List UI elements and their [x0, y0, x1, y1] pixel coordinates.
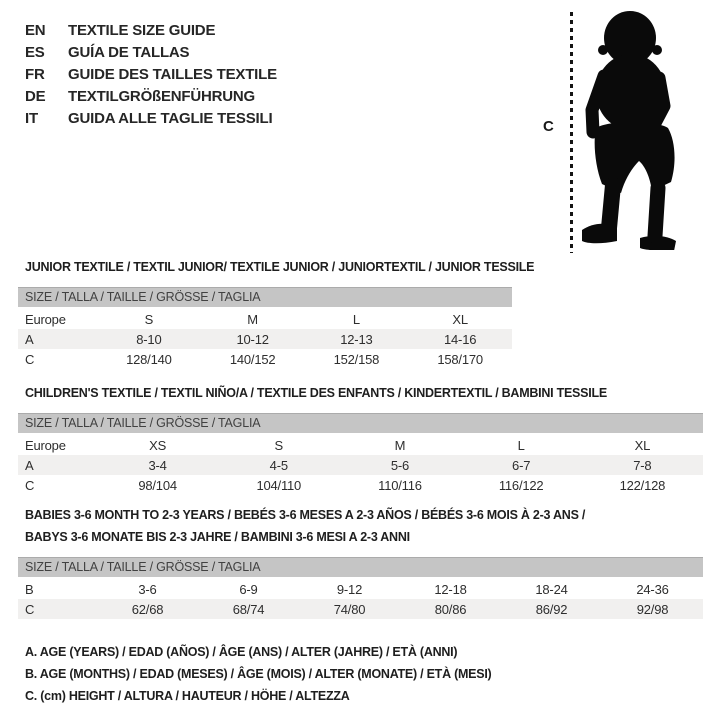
language-row	[25, 107, 277, 129]
size-cell: 4-5	[269, 457, 288, 473]
row-label: Europe	[25, 311, 66, 327]
size-cell: S	[144, 311, 154, 327]
size-cell: XS	[149, 437, 167, 453]
table-row	[18, 579, 703, 599]
footnote-line: C. (cm) HEIGHT / ALTURA / HAUTEUR / HÖHE / ALTEZZA	[25, 689, 350, 703]
height-measure-label: C	[543, 118, 554, 135]
row-label: Europe	[25, 437, 66, 453]
size-header-bar: SIZE / TALLA / TAILLE / GRÖSSE / TAGLIA	[18, 287, 512, 307]
size-cell: 3-6	[138, 581, 157, 597]
footnote-line: A. AGE (YEARS) / EDAD (AÑOS) / ÂGE (ANS) / ALTER (JAHRE) / ETÀ (ANNI)	[25, 645, 458, 659]
language-label: GUÍA DE TALLAS	[68, 43, 190, 61]
size-cell: S	[274, 437, 284, 453]
size-cell: XL	[452, 311, 468, 327]
size-table-body	[18, 435, 703, 495]
size-section	[18, 382, 703, 495]
size-table	[18, 309, 512, 369]
size-cell: 80/86	[434, 601, 467, 617]
size-cell: 68/74	[232, 601, 265, 617]
section-title: JUNIOR TEXTILE / TEXTIL JUNIOR/ TEXTILE JUNIOR / JUNIORTEXTIL / JUNIOR TESSILE	[25, 260, 535, 274]
section-title-block	[25, 382, 703, 404]
footnotes	[25, 641, 491, 707]
table-row	[18, 329, 512, 349]
language-label: TEXTILGRÖßENFÜHRUNG	[68, 87, 256, 105]
size-cell: 8-10	[136, 331, 162, 347]
size-cell: L	[352, 311, 360, 327]
size-section	[18, 504, 703, 619]
language-code: DE	[25, 87, 46, 105]
language-code: FR	[25, 65, 45, 83]
size-cell: 9-12	[336, 581, 363, 597]
size-cell: 104/110	[256, 477, 302, 493]
size-cell: 122/128	[619, 477, 666, 493]
height-measure-dashed-line	[570, 12, 573, 253]
size-cell: 62/68	[131, 601, 164, 617]
language-row	[25, 41, 277, 63]
row-label: C	[25, 601, 35, 617]
size-cell: 3-4	[148, 457, 167, 473]
size-cell: 7-8	[633, 457, 652, 473]
row-label: B	[25, 581, 34, 597]
size-table	[18, 435, 703, 495]
language-code: IT	[25, 109, 38, 127]
size-cell: 116/122	[498, 477, 544, 493]
size-table-body	[18, 579, 703, 619]
size-cell: 24-36	[636, 581, 669, 597]
size-cell: 18-24	[535, 581, 568, 597]
size-cell: 12-13	[340, 331, 373, 347]
size-cell: 110/116	[378, 477, 422, 493]
size-header-bar: SIZE / TALLA / TAILLE / GRÖSSE / TAGLIA	[18, 413, 703, 433]
size-cell: 10-12	[236, 331, 269, 347]
section-title: CHILDREN'S TEXTILE / TEXTIL NIÑO/A / TEXTILE DES ENFANTS / KINDERTEXTIL / BAMBINI TESSILE	[25, 386, 607, 400]
size-cell: 14-16	[444, 331, 477, 347]
language-row	[25, 63, 277, 85]
footnote-line: B. AGE (MONTHS) / EDAD (MESES) / ÂGE (MOIS) / ALTER (MONATE) / ETÀ (MESI)	[25, 667, 492, 681]
language-row	[25, 85, 277, 107]
size-header-bar: SIZE / TALLA / TAILLE / GRÖSSE / TAGLIA	[18, 557, 703, 577]
size-cell: 6-7	[512, 457, 531, 473]
size-cell: M	[394, 437, 406, 453]
section-title-block	[25, 256, 535, 278]
row-label: C	[25, 351, 35, 367]
table-row	[18, 599, 703, 619]
size-cell: 128/140	[126, 351, 172, 367]
size-cell: 12-18	[434, 581, 467, 597]
language-code: ES	[25, 43, 45, 61]
language-code: EN	[25, 21, 46, 39]
size-table-body	[18, 309, 512, 369]
language-label: GUIDE DES TAILLES TEXTILE	[68, 65, 277, 83]
section-title: BABIES 3-6 MONTH TO 2-3 YEARS / BEBÉS 3-6 MESES A 2-3 AÑOS / BÉBÉS 3-6 MOIS À 2-3 ANS /	[25, 508, 586, 522]
section-title: BABYS 3-6 MONATE BIS 2-3 JAHRE / BAMBINI 3-6 MESI A 2-3 ANNI	[25, 530, 410, 544]
size-cell: M	[247, 311, 258, 327]
size-cell: 86/92	[535, 601, 568, 617]
size-cell: 74/80	[333, 601, 366, 617]
size-cell: 158/170	[437, 351, 483, 367]
child-silhouette	[580, 10, 680, 250]
size-cell: 152/158	[333, 351, 380, 367]
size-cell: 5-6	[390, 457, 410, 473]
table-row	[18, 475, 703, 495]
language-title-list	[25, 19, 277, 129]
section-title-block	[25, 504, 703, 548]
language-label: TEXTILE SIZE GUIDE	[68, 21, 216, 39]
table-row	[18, 455, 703, 475]
size-section	[18, 256, 535, 369]
language-row	[25, 19, 277, 41]
size-table	[18, 579, 703, 619]
table-row	[18, 435, 703, 455]
row-label: A	[25, 331, 34, 347]
table-row	[18, 309, 512, 329]
language-label: GUIDA ALLE TAGLIE TESSILI	[68, 109, 273, 127]
size-cell: 92/98	[636, 601, 669, 617]
table-row	[18, 349, 512, 369]
size-cell: 140/152	[229, 351, 276, 367]
size-cell: L	[517, 437, 525, 453]
size-cell: 98/104	[138, 477, 177, 493]
row-label: C	[25, 477, 35, 493]
size-cell: 6-9	[239, 581, 258, 597]
row-label: A	[25, 457, 34, 473]
size-cell: XL	[634, 437, 651, 453]
